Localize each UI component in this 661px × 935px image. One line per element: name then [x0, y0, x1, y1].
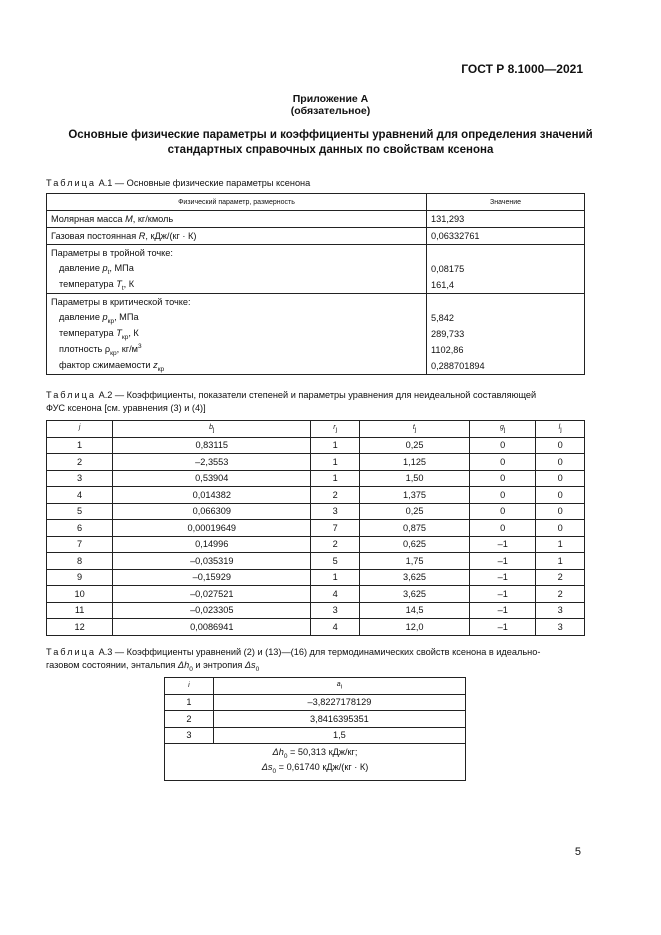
table-row: [47, 520, 585, 537]
value-cell: 289,733: [427, 326, 585, 342]
table-cell: 3: [311, 503, 360, 520]
table-cell: 1,50: [359, 470, 469, 487]
table-row: [47, 277, 585, 294]
main-title: [40, 128, 621, 158]
group-heading-cell: Параметры в тройной точке:: [47, 245, 427, 262]
table-header-row: [165, 678, 466, 695]
table-a1: [46, 193, 585, 375]
caption-text: ФУС ксенона [см. уравнения (3) и (4)]: [46, 403, 206, 413]
value-cell: 0,08175: [427, 261, 585, 277]
table-cell: 0,53904: [113, 470, 311, 487]
caption-text: А.3 — Коэффициенты уравнений (2) и (13)—(16) для термодинамических свойств ксенона в идеально-: [96, 647, 541, 657]
table-cell: 0,14996: [113, 536, 311, 553]
table-cell: –0,027521: [113, 586, 311, 603]
table-cell: 3,625: [359, 569, 469, 586]
table-cell: 3: [536, 619, 585, 636]
table-cell: 0,625: [359, 536, 469, 553]
table-cell: 1: [165, 694, 214, 711]
table-cell: 3,625: [359, 586, 469, 603]
table-cell: 0,25: [359, 437, 469, 454]
table-cell: 0: [536, 520, 585, 537]
table-cell: 0: [536, 503, 585, 520]
table-row: [47, 536, 585, 553]
table-cell: –1: [470, 536, 536, 553]
group-heading-cell: Параметры в критической точке:: [47, 294, 427, 311]
table-cell: 3: [165, 727, 214, 744]
table-cell: 0: [536, 470, 585, 487]
value-cell: 0,06332761: [427, 228, 585, 245]
table-cell: 0,875: [359, 520, 469, 537]
table-cell: 1,5: [213, 727, 465, 744]
table-notes-row: [165, 744, 466, 781]
table-row: [165, 711, 466, 728]
table-row: [47, 602, 585, 619]
value-cell: 131,293: [427, 211, 585, 228]
note-entropy: $\Delta s_0 = 0,61740$ кДж/(кг · К): [261, 761, 369, 775]
table-row: [47, 487, 585, 504]
table-label: Таблица: [46, 647, 97, 657]
table-row: [47, 437, 585, 454]
param-cell: Молярная масса M, кг/кмоль: [47, 211, 427, 228]
table-label: Таблица: [46, 390, 97, 400]
table-cell: 0: [536, 437, 585, 454]
table-cell: 0,0086941: [113, 619, 311, 636]
table-row: [47, 553, 585, 570]
table-a1-caption: [46, 177, 586, 190]
param-cell: температура $T_t$, К: [47, 277, 427, 294]
table-a3: [164, 677, 466, 781]
table-row: [47, 503, 585, 520]
table-cell: 4: [47, 487, 113, 504]
table-cell: 0: [470, 503, 536, 520]
value-cell: [427, 294, 585, 311]
table-header-row: [47, 421, 585, 438]
table-cell: –1: [470, 602, 536, 619]
table-cell: 1: [311, 569, 360, 586]
table-cell: 5: [311, 553, 360, 570]
table-cell: –1: [470, 586, 536, 603]
table-cell: –1: [470, 553, 536, 570]
param-cell: плотность $\rho_{кр}$, $кг/м^3$: [47, 342, 427, 358]
table-cell: 0,25: [359, 503, 469, 520]
table-row: [47, 454, 585, 471]
column-header: Значение: [427, 194, 585, 211]
table-cell: 1: [536, 553, 585, 570]
table-cell: 12: [47, 619, 113, 636]
table-row: [47, 619, 585, 636]
table-cell: 3: [47, 470, 113, 487]
table-row: [47, 294, 585, 311]
table-cell: 1,75: [359, 553, 469, 570]
param-cell: давление $p_{кр}$, МПа: [47, 310, 427, 326]
table-cell: –2,3553: [113, 454, 311, 471]
table-row: [47, 569, 585, 586]
column-header: j: [47, 421, 113, 438]
table-cell: 3: [311, 602, 360, 619]
table-cell: 0: [470, 454, 536, 471]
table-cell: –3,8227178129: [213, 694, 465, 711]
table-cell: 0: [470, 470, 536, 487]
table-cell: 0: [470, 487, 536, 504]
appendix-status: (обязательное): [290, 105, 371, 117]
table-row: [47, 326, 585, 342]
table-cell: 2: [47, 454, 113, 471]
value-cell: 1102,86: [427, 342, 585, 358]
param-cell: температура $T_{кр}$, К: [47, 326, 427, 342]
table-cell: 1: [536, 536, 585, 553]
param-cell: Газовая постоянная R, кДж/(кг · К): [47, 228, 427, 245]
column-header: $l_j$: [536, 421, 585, 438]
table-row: [47, 586, 585, 603]
column-header: $b_j$: [113, 421, 311, 438]
table-row: [47, 228, 585, 245]
column-header: i: [165, 678, 214, 695]
table-cell: 1: [311, 437, 360, 454]
param-cell: фактор сжимаемости $z_{кр}$: [47, 358, 427, 375]
param-cell: давление $p_t$, МПа: [47, 261, 427, 277]
value-cell: 0,288701894: [427, 358, 585, 375]
document-code: ГОСТ Р 8.1000—2021: [461, 62, 583, 76]
table-row: [47, 470, 585, 487]
table-cell: 1,125: [359, 454, 469, 471]
value-cell: 5,842: [427, 310, 585, 326]
table-cell: 0,83115: [113, 437, 311, 454]
table-row: [47, 310, 585, 326]
table-cell: 1: [311, 470, 360, 487]
table-row: [47, 211, 585, 228]
appendix-heading: [0, 93, 661, 117]
notes-cell: [165, 744, 466, 781]
table-cell: 7: [47, 536, 113, 553]
table-cell: 2: [311, 536, 360, 553]
table-cell: 4: [311, 586, 360, 603]
table-cell: 10: [47, 586, 113, 603]
table-cell: 0,066309: [113, 503, 311, 520]
value-cell: 161,4: [427, 277, 585, 294]
table-a2-body: [47, 437, 585, 635]
table-cell: 0: [470, 437, 536, 454]
table-row: [165, 694, 466, 711]
main-title-line2: стандартных справочных данных по свойствам ксенона: [167, 144, 494, 156]
table-a3-caption: [46, 646, 586, 676]
table-a2-caption: [46, 389, 586, 415]
caption-text: А.1 — Основные физические параметры ксенона: [96, 178, 311, 188]
table-cell: –1: [470, 569, 536, 586]
table-cell: 2: [536, 586, 585, 603]
table-cell: 7: [311, 520, 360, 537]
appendix-title: Приложение А: [292, 93, 369, 105]
column-header: $g_j$: [470, 421, 536, 438]
table-cell: 14,5: [359, 602, 469, 619]
table-label: Таблица: [46, 178, 97, 188]
table-a2: [46, 420, 585, 636]
table-cell: 3,8416395351: [213, 711, 465, 728]
caption-text: газовом состоянии, энтальпия $\Delta h_0$ и энтропия $\Delta s_0$: [46, 660, 260, 673]
column-header: $r_j$: [311, 421, 360, 438]
table-cell: 0: [536, 487, 585, 504]
table-row: [47, 245, 585, 262]
table-cell: 5: [47, 503, 113, 520]
caption-text: А.2 — Коэффициенты, показатели степеней и параметры уравнения для неидеальной составляющей: [96, 390, 537, 400]
table-cell: –0,15929: [113, 569, 311, 586]
table-cell: 0: [470, 520, 536, 537]
column-header: Физический параметр, размерность: [47, 194, 427, 211]
page-number: 5: [574, 846, 581, 858]
table-cell: –1: [470, 619, 536, 636]
table-row: [165, 727, 466, 744]
table-cell: 11: [47, 602, 113, 619]
table-cell: 12,0: [359, 619, 469, 636]
table-cell: 9: [47, 569, 113, 586]
column-header: $t_j$: [359, 421, 469, 438]
table-cell: 0,00019649: [113, 520, 311, 537]
table-cell: 3: [536, 602, 585, 619]
table-cell: 2: [165, 711, 214, 728]
table-cell: 2: [536, 569, 585, 586]
column-header: $a_i$: [213, 678, 465, 695]
table-row: [47, 342, 585, 358]
table-cell: 0,014382: [113, 487, 311, 504]
table-cell: 2: [311, 487, 360, 504]
table-cell: 4: [311, 619, 360, 636]
table-a3-body: [165, 694, 466, 744]
table-cell: –0,035319: [113, 553, 311, 570]
table-row: [47, 358, 585, 375]
note-enthalpy: $\Delta h_0 = 50,313$ кДж/кг;: [272, 747, 358, 760]
table-row: [47, 261, 585, 277]
table-cell: 1,375: [359, 487, 469, 504]
table-cell: 8: [47, 553, 113, 570]
table-cell: 1: [47, 437, 113, 454]
table-cell: 0: [536, 454, 585, 471]
main-title-line1: Основные физические параметры и коэффициенты уравнений для определения значений: [68, 129, 593, 141]
table-cell: 1: [311, 454, 360, 471]
table-cell: 6: [47, 520, 113, 537]
table-header-row: [47, 194, 585, 211]
value-cell: [427, 245, 585, 262]
table-cell: –0,023305: [113, 602, 311, 619]
